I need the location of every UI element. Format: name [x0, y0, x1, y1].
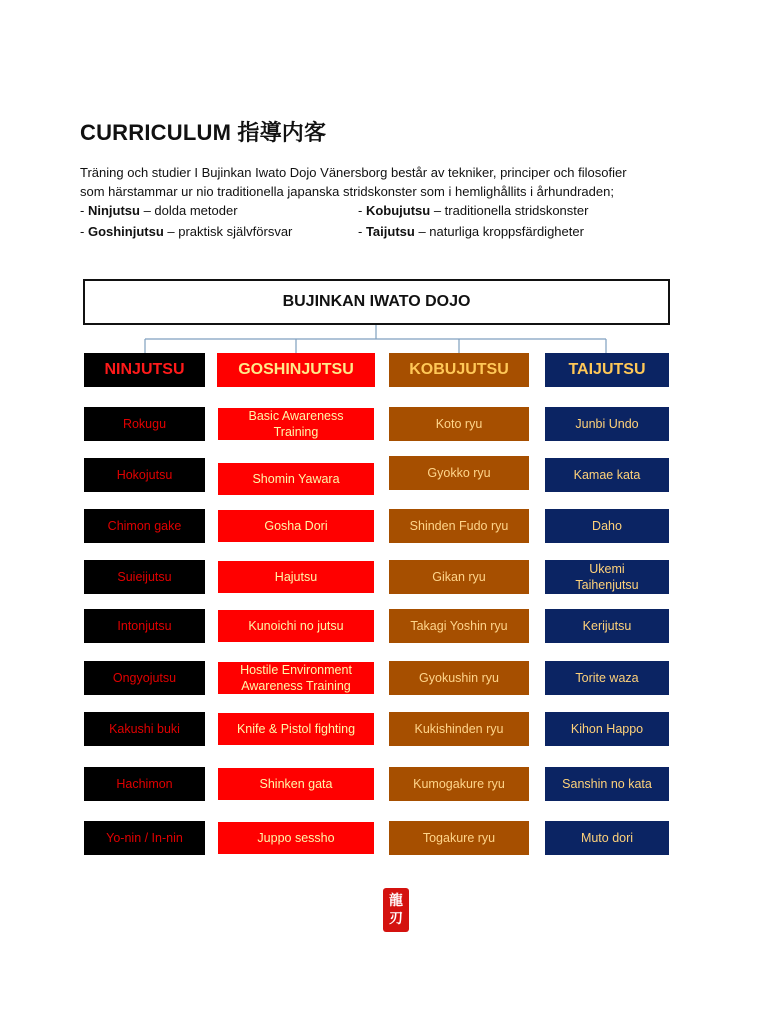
goshinjutsu-technique-box [217, 767, 375, 801]
ninjutsu-technique-box [84, 407, 205, 441]
technique-label-line: Awareness Training [241, 679, 351, 693]
dojo-seal-logo [383, 888, 409, 932]
goshinjutsu-technique-box [217, 509, 375, 543]
technique-label: Gyokushin ryu [419, 671, 499, 685]
technique-label-line: Hostile Environment [240, 663, 352, 677]
org-root-box: BUJINKAN IWATO DOJO [83, 279, 670, 325]
technique-label: Shomin Yawara [252, 472, 340, 486]
technique-label: Shinden Fudo ryu [409, 519, 509, 533]
ninjutsu-technique-box [84, 560, 205, 594]
technique-label [249, 408, 344, 440]
ninjutsu-technique-box [84, 821, 205, 855]
column-header-ninjutsu: NINJUTSU [84, 353, 205, 387]
goshinjutsu-technique-box [217, 821, 375, 855]
technique-label-line: Training [273, 425, 319, 439]
technique-label: Sanshin no kata [562, 777, 652, 791]
column-header-taijutsu: TAIJUTSU [545, 353, 669, 387]
kobujutsu-technique-box [389, 661, 529, 695]
technique-label: Takagi Yoshin ryu [410, 619, 508, 633]
taijutsu-technique-box [545, 712, 669, 746]
technique-label-line: Taihenjutsu [575, 578, 639, 592]
kobujutsu-technique-box [389, 456, 529, 490]
intro-paragraph [80, 163, 700, 201]
kobujutsu-technique-box [389, 509, 529, 543]
technique-label: Torite waza [575, 671, 639, 685]
discipline-item: - Ninjutsu – dolda metoder [80, 203, 238, 218]
discipline-item: - Taijutsu – naturliga kroppsfärdigheter [358, 224, 584, 239]
goshinjutsu-technique-box [217, 712, 375, 746]
taijutsu-technique-box [545, 458, 669, 492]
technique-label: Ongyojutsu [112, 671, 177, 685]
technique-label: Intonjutsu [117, 619, 172, 633]
technique-label: Hajutsu [274, 570, 318, 584]
column-header-kobujutsu: KOBUJUTSU [389, 353, 529, 387]
ninjutsu-technique-box [84, 509, 205, 543]
seal-glyph: 刃 [389, 911, 403, 927]
technique-label-line: Basic Awareness [248, 409, 344, 423]
goshinjutsu-technique-box [217, 462, 375, 496]
goshinjutsu-technique-box [217, 609, 375, 643]
discipline-row [80, 221, 700, 242]
ninjutsu-technique-box [84, 458, 205, 492]
goshinjutsu-technique-box [217, 661, 375, 695]
taijutsu-technique-box [545, 609, 669, 643]
ninjutsu-technique-box [84, 661, 205, 695]
taijutsu-technique-box [545, 407, 669, 441]
seal-glyph: 龍 [389, 893, 403, 909]
kobujutsu-technique-box [389, 712, 529, 746]
technique-label-line: Ukemi [589, 562, 625, 576]
technique-label: Juppo sessho [257, 831, 335, 845]
technique-label: Gosha Dori [264, 519, 328, 533]
technique-label: Hachimon [116, 777, 173, 791]
taijutsu-technique-box [545, 661, 669, 695]
taijutsu-technique-box [545, 767, 669, 801]
technique-label: Kerijutsu [582, 619, 632, 633]
technique-label: Knife & Pistol fighting [236, 722, 356, 736]
technique-label: Koto ryu [435, 417, 483, 431]
technique-label: Kumogakure ryu [413, 777, 505, 791]
technique-label: Junbi Undo [575, 417, 639, 431]
goshinjutsu-technique-box [217, 560, 375, 594]
technique-label: Gyokko ryu [427, 466, 491, 480]
kobujutsu-technique-box [389, 821, 529, 855]
discipline-item: - Kobujutsu – traditionella stridskonster [358, 203, 589, 218]
kobujutsu-technique-box [389, 609, 529, 643]
technique-label: Daho [592, 519, 622, 533]
technique-label: Togakure ryu [422, 831, 496, 845]
technique-label: Kunoichi no jutsu [248, 619, 344, 633]
technique-label [240, 662, 352, 694]
taijutsu-technique-box [545, 509, 669, 543]
technique-label: Hokojutsu [116, 468, 173, 482]
technique-label [575, 561, 638, 593]
goshinjutsu-technique-box [217, 407, 375, 441]
technique-label: Kihon Happo [570, 722, 644, 736]
ninjutsu-technique-box [84, 767, 205, 801]
kobujutsu-technique-box [389, 767, 529, 801]
discipline-list [80, 200, 700, 242]
ninjutsu-technique-box [84, 712, 205, 746]
kobujutsu-technique-box [389, 560, 529, 594]
discipline-item: - Goshinjutsu – praktisk självförsvar [80, 224, 293, 239]
technique-label: Kamae kata [573, 468, 641, 482]
taijutsu-technique-box [545, 821, 669, 855]
technique-label: Kakushi buki [109, 722, 180, 736]
ninjutsu-technique-box [84, 609, 205, 643]
technique-label: Kukishinden ryu [414, 722, 504, 736]
technique-label: Suieijutsu [117, 570, 172, 584]
discipline-row [80, 200, 700, 221]
technique-label: Muto dori [580, 831, 634, 845]
technique-label: Yo-nin / In-nin [106, 831, 183, 845]
kobujutsu-technique-box [389, 407, 529, 441]
taijutsu-technique-box [545, 560, 669, 594]
technique-label: Shinken gata [259, 777, 333, 791]
column-header-goshinjutsu: GOSHINJUTSU [217, 353, 375, 387]
technique-label: Rokugu [122, 417, 167, 431]
technique-label: Gikan ryu [432, 570, 486, 584]
technique-label: Chimon gake [107, 519, 182, 533]
intro-line: som härstammar ur nio traditionella japanska stridskonster som i hemlighållits i århundraden; [80, 184, 614, 199]
page-title: CURRICULUM 指導内客 [80, 120, 327, 145]
intro-line: Träning och studier I Bujinkan Iwato Dojo Vänersborg består av tekniker, principer och filosofier [80, 165, 627, 180]
